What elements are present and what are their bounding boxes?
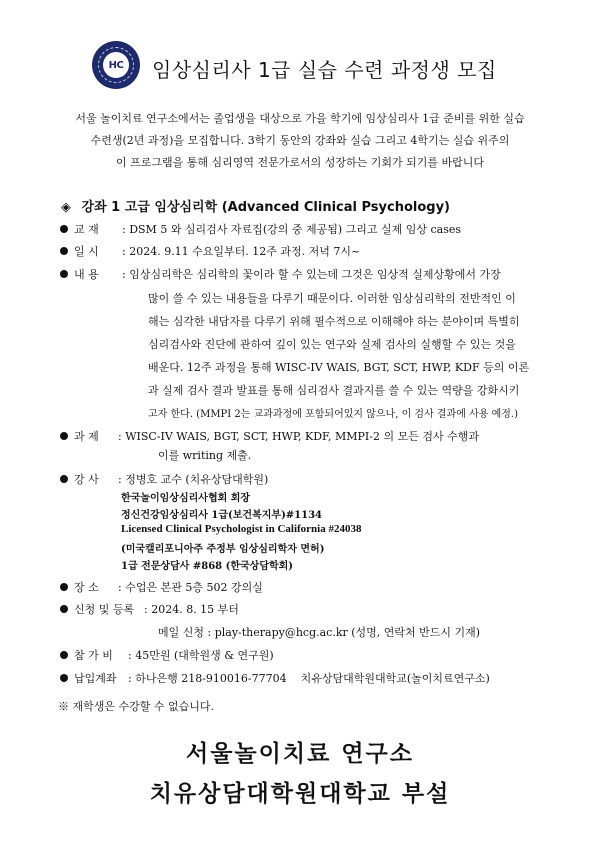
- assignment-label: 과 제: [74, 430, 99, 443]
- bullet-icon: [60, 247, 68, 255]
- assignment-row: [60, 428, 479, 444]
- credential: Licensed Clinical Psychologist in California #24038: [121, 523, 362, 535]
- content-line: 해는 심각한 내담자를 다루기 위해 필수적으로 이해해야 하는 분야이며 특별히: [148, 315, 520, 328]
- registration-label: 신청 및 등록: [74, 603, 135, 616]
- notice: ※ 재학생은 수강할 수 없습니다.: [58, 700, 214, 713]
- textbook-label: 교 재: [74, 223, 99, 236]
- credential: 정신건강임상심리사 1급(보건복지부)#1134: [121, 510, 323, 521]
- content-label: 내 용: [74, 268, 99, 281]
- bullet-icon: [60, 674, 68, 682]
- assignment-cont: 이를 writing 제출.: [158, 449, 252, 462]
- venue-row: [60, 579, 263, 595]
- assignment-value: : WISC-IV WAIS, BGT, SCT, HWP, KDF, MMPI-2 의 모든 검사 수행과: [118, 430, 479, 443]
- bullet-icon: [60, 605, 68, 613]
- content-first: : 임상심리학은 심리학의 꽃이라 할 수 있는데 그것은 임상적 실제상황에서 가장: [122, 268, 501, 281]
- footer-line-1: 서울놀이치료 연구소: [186, 741, 414, 767]
- content-line: 고자 한다. (MMPI 2는 교과과정에 포함되어있지 않으나, 이 검사 결과에 사용 예정.): [148, 409, 518, 420]
- venue-value: : 수업은 본관 5층 502 강의실: [118, 581, 263, 594]
- footer-line-2: 치유상담대학원대학교 부설: [149, 781, 451, 807]
- account-row: [60, 670, 490, 686]
- content-line: 배운다. 12주 과정을 통해 WISC-IV WAIS, BGT, SCT, HWP, KDF 등의 이론: [148, 361, 530, 374]
- bullet-icon: [60, 225, 68, 233]
- intro-line-1: 서울 놀이치료 연구소에서는 졸업생을 대상으로 가을 학기에 임상심리사 1급 준비를 위한 실습: [75, 112, 525, 125]
- intro-line-3: 이 프로그램을 통해 심리영역 전문가로서의 성장하는 기회가 되기를 바랍니다: [115, 156, 484, 169]
- account-label: 납입계좌: [74, 672, 117, 685]
- textbook-row: [60, 221, 461, 237]
- registration-value: : 2024. 8. 15 부터: [144, 603, 239, 616]
- credential: (미국캘리포니아주 주정부 임상심리학자 면허): [121, 544, 325, 555]
- institution-logo: [93, 42, 139, 88]
- instructor-value: : 정병호 교수 (치유상담대학원): [118, 473, 269, 486]
- bullet-icon: [60, 432, 68, 440]
- bullet-icon: [60, 583, 68, 591]
- fee-label: 참 가 비: [74, 649, 113, 662]
- textbook-value: : DSM 5 와 심리검사 자료집(강의 중 제공됨) 그리고 실제 임상 cases: [122, 223, 462, 236]
- bullet-icon: [60, 475, 68, 483]
- account-value: : 하나은행 218-910016-77704 치유상담대학원대학교(놀이치료연구소): [128, 672, 490, 685]
- intro-line-2: 수련생(2년 과정)을 모집합니다. 3학기 동안의 강좌와 실습 그리고 4학기는 실습 위주의: [90, 134, 510, 147]
- bullet-icon: [60, 270, 68, 278]
- fee-row: [60, 647, 274, 663]
- bullet-icon: [60, 651, 68, 659]
- section-marker: ◈: [61, 200, 71, 215]
- instructor-row: [60, 471, 268, 487]
- venue-label: 장 소: [74, 581, 99, 594]
- registration-email: 메일 신청 : play-therapy@hcg.ac.kr (성명, 연락처 반드시 기재): [158, 626, 481, 639]
- section-title: 강좌 1 고급 임상심리학 (Advanced Clinical Psychology): [81, 200, 451, 215]
- content-line: 과 실제 검사 결과 발표를 통해 심리검사 결과지를 쓸 수 있는 역량을 강화시키: [148, 384, 520, 397]
- credential: 1급 전문상담사 #868 (한국상담학회): [121, 561, 294, 572]
- fee-value: : 45만원 (대학원생 & 연구원): [128, 649, 274, 662]
- schedule-row: [60, 243, 360, 259]
- schedule-label: 일 시: [74, 245, 99, 258]
- content-line: 많이 쓸 수 있는 내용들을 다루기 때문이다. 이러한 임상심리학의 전반적인 이: [148, 292, 516, 305]
- logo-text: HC: [103, 52, 129, 78]
- page-title: 임상심리사 1급 실습 수련 과정생 모집: [152, 58, 497, 82]
- credential: 한국놀이임상심리사협회 회장: [121, 493, 251, 504]
- content-row: [60, 266, 501, 282]
- content-line: 심리검사와 진단에 관하여 깊이 있는 연구와 실제 검사의 실행할 수 있는 것을: [148, 338, 516, 351]
- schedule-value: : 2024. 9.11 수요일부터. 12주 과정. 저녁 7시~: [122, 245, 361, 258]
- registration-row: [60, 601, 239, 617]
- section-heading: [61, 196, 450, 215]
- instructor-label: 강 사: [74, 473, 99, 486]
